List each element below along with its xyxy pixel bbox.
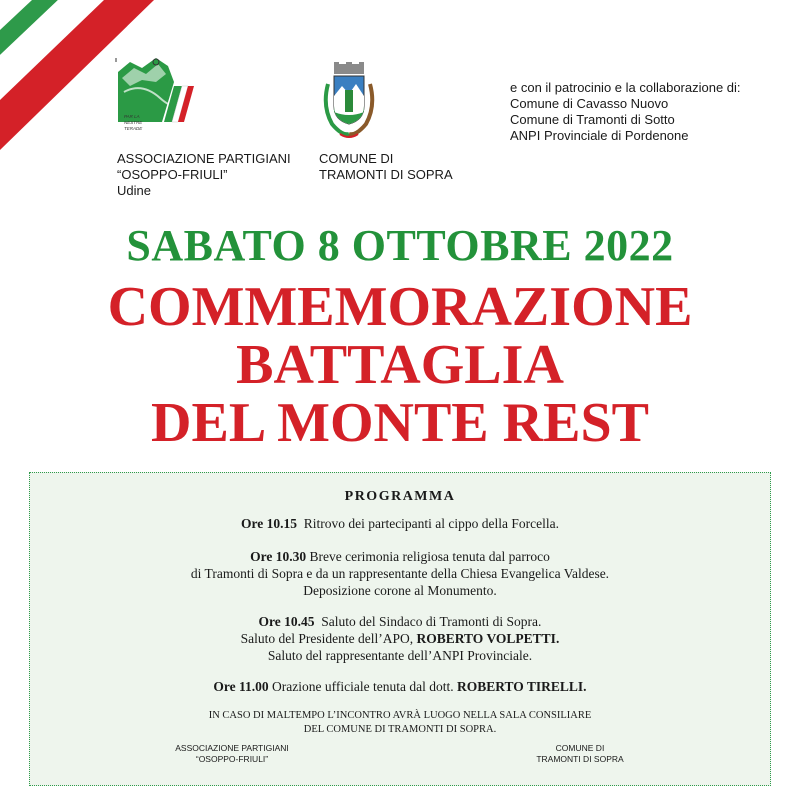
maltempo-notice [30,709,770,737]
programma-item-1-time: Ore 10.15 [240,516,297,531]
sponsors-intro: e con il patrocinio e la collaborazione di: [510,80,741,95]
footer-apo-line-2: “OSOPPO-FRIULI” [195,754,269,764]
comune-coat-of-arms [318,62,380,142]
event-date: SABATO 8 OTTOBRE 2022 [126,221,674,270]
organizer-comune-line-1: COMUNE DI [319,151,394,166]
programma-item-4 [30,678,770,695]
organizer-apo-line-3: Udine [117,183,151,198]
organizer-comune-line-2: TRAMONTI DI SOPRA [319,167,453,182]
programma-heading: PROGRAMMA [344,489,456,504]
event-title [0,278,800,452]
maltempo-notice-line-2: DEL COMUNE DI TRAMONTI DI SOPRA. [303,724,497,735]
programma-item-2 [30,548,770,599]
organizer-comune [319,151,453,183]
event-title-line-2: BATTAGLIA [236,334,564,396]
apo-logo-caption-3: TERADE [124,126,143,131]
programma-item-3-time: Ore 10.45 [258,614,315,629]
programma-item-4-line-1: Orazione ufficiale tenuta dal dott. [272,679,454,694]
programma-item-3-name: ROBERTO VOLPETTI. [416,631,560,646]
programma-box [29,472,771,786]
programma-item-2-line-1: Breve cerimonia religiosa tenuta dal parroco [309,549,550,564]
organizer-apo [117,151,291,199]
organizer-apo-line-1: ASSOCIAZIONE PARTIGIANI [117,151,291,166]
programma-item-3 [30,613,770,664]
programma-item-3-line-3: Saluto del rappresentante dell’ANPI Provinciale. [267,648,533,663]
programma-item-1 [30,515,770,532]
sponsor-anpi-pordenone: ANPI Provinciale di Pordenone [510,128,689,143]
footer-comune-line-2: TRAMONTI DI SOPRA [536,754,624,764]
programma-item-2-time: Ore 10.30 [250,549,307,564]
footer-apo [132,743,332,765]
apo-logo-caption-2: NESTRE [124,120,143,125]
programma-item-4-name: ROBERTO TIRELLI. [456,679,587,694]
programma-item-2-line-3: Deposizione corone al Monumento. [303,583,497,598]
apo-logo-caption-1: PAR LA [124,114,140,119]
event-title-line-3: DEL MONTE REST [151,392,649,454]
organizer-apo-line-2: “OSOPPO-FRIULI” [117,167,228,182]
apo-logo [112,52,194,132]
programma-item-1-line-1: Ritrovo dei partecipanti al cippo della Forcella. [303,516,560,531]
sponsor-cavasso-nuovo: Comune di Cavasso Nuovo [510,96,669,111]
event-title-line-1: COMMEMORAZIONE [107,276,693,338]
sponsors-block [510,80,741,144]
programma-item-3-line-1: Saluto del Sindaco di Tramonti di Sopra. [321,614,542,629]
footer-comune [490,743,670,765]
programma-item-4-time: Ore 11.00 [213,679,269,694]
footer-comune-line-1: COMUNE DI [555,743,605,753]
footer-apo-line-1: ASSOCIAZIONE PARTIGIANI [175,743,289,753]
sponsor-tramonti-di-sotto: Comune di Tramonti di Sotto [510,112,675,127]
maltempo-notice-line-1: IN CASO DI MALTEMPO L’INCONTRO AVRÀ LUOGO NELLA SALA CONSILIARE [208,710,592,721]
programma-item-2-line-2: di Tramonti di Sopra e da un rappresentante della Chiesa Evangelica Valdese. [190,566,610,581]
programma-item-3-line-2: Saluto del Presidente dell’APO, [240,631,414,646]
